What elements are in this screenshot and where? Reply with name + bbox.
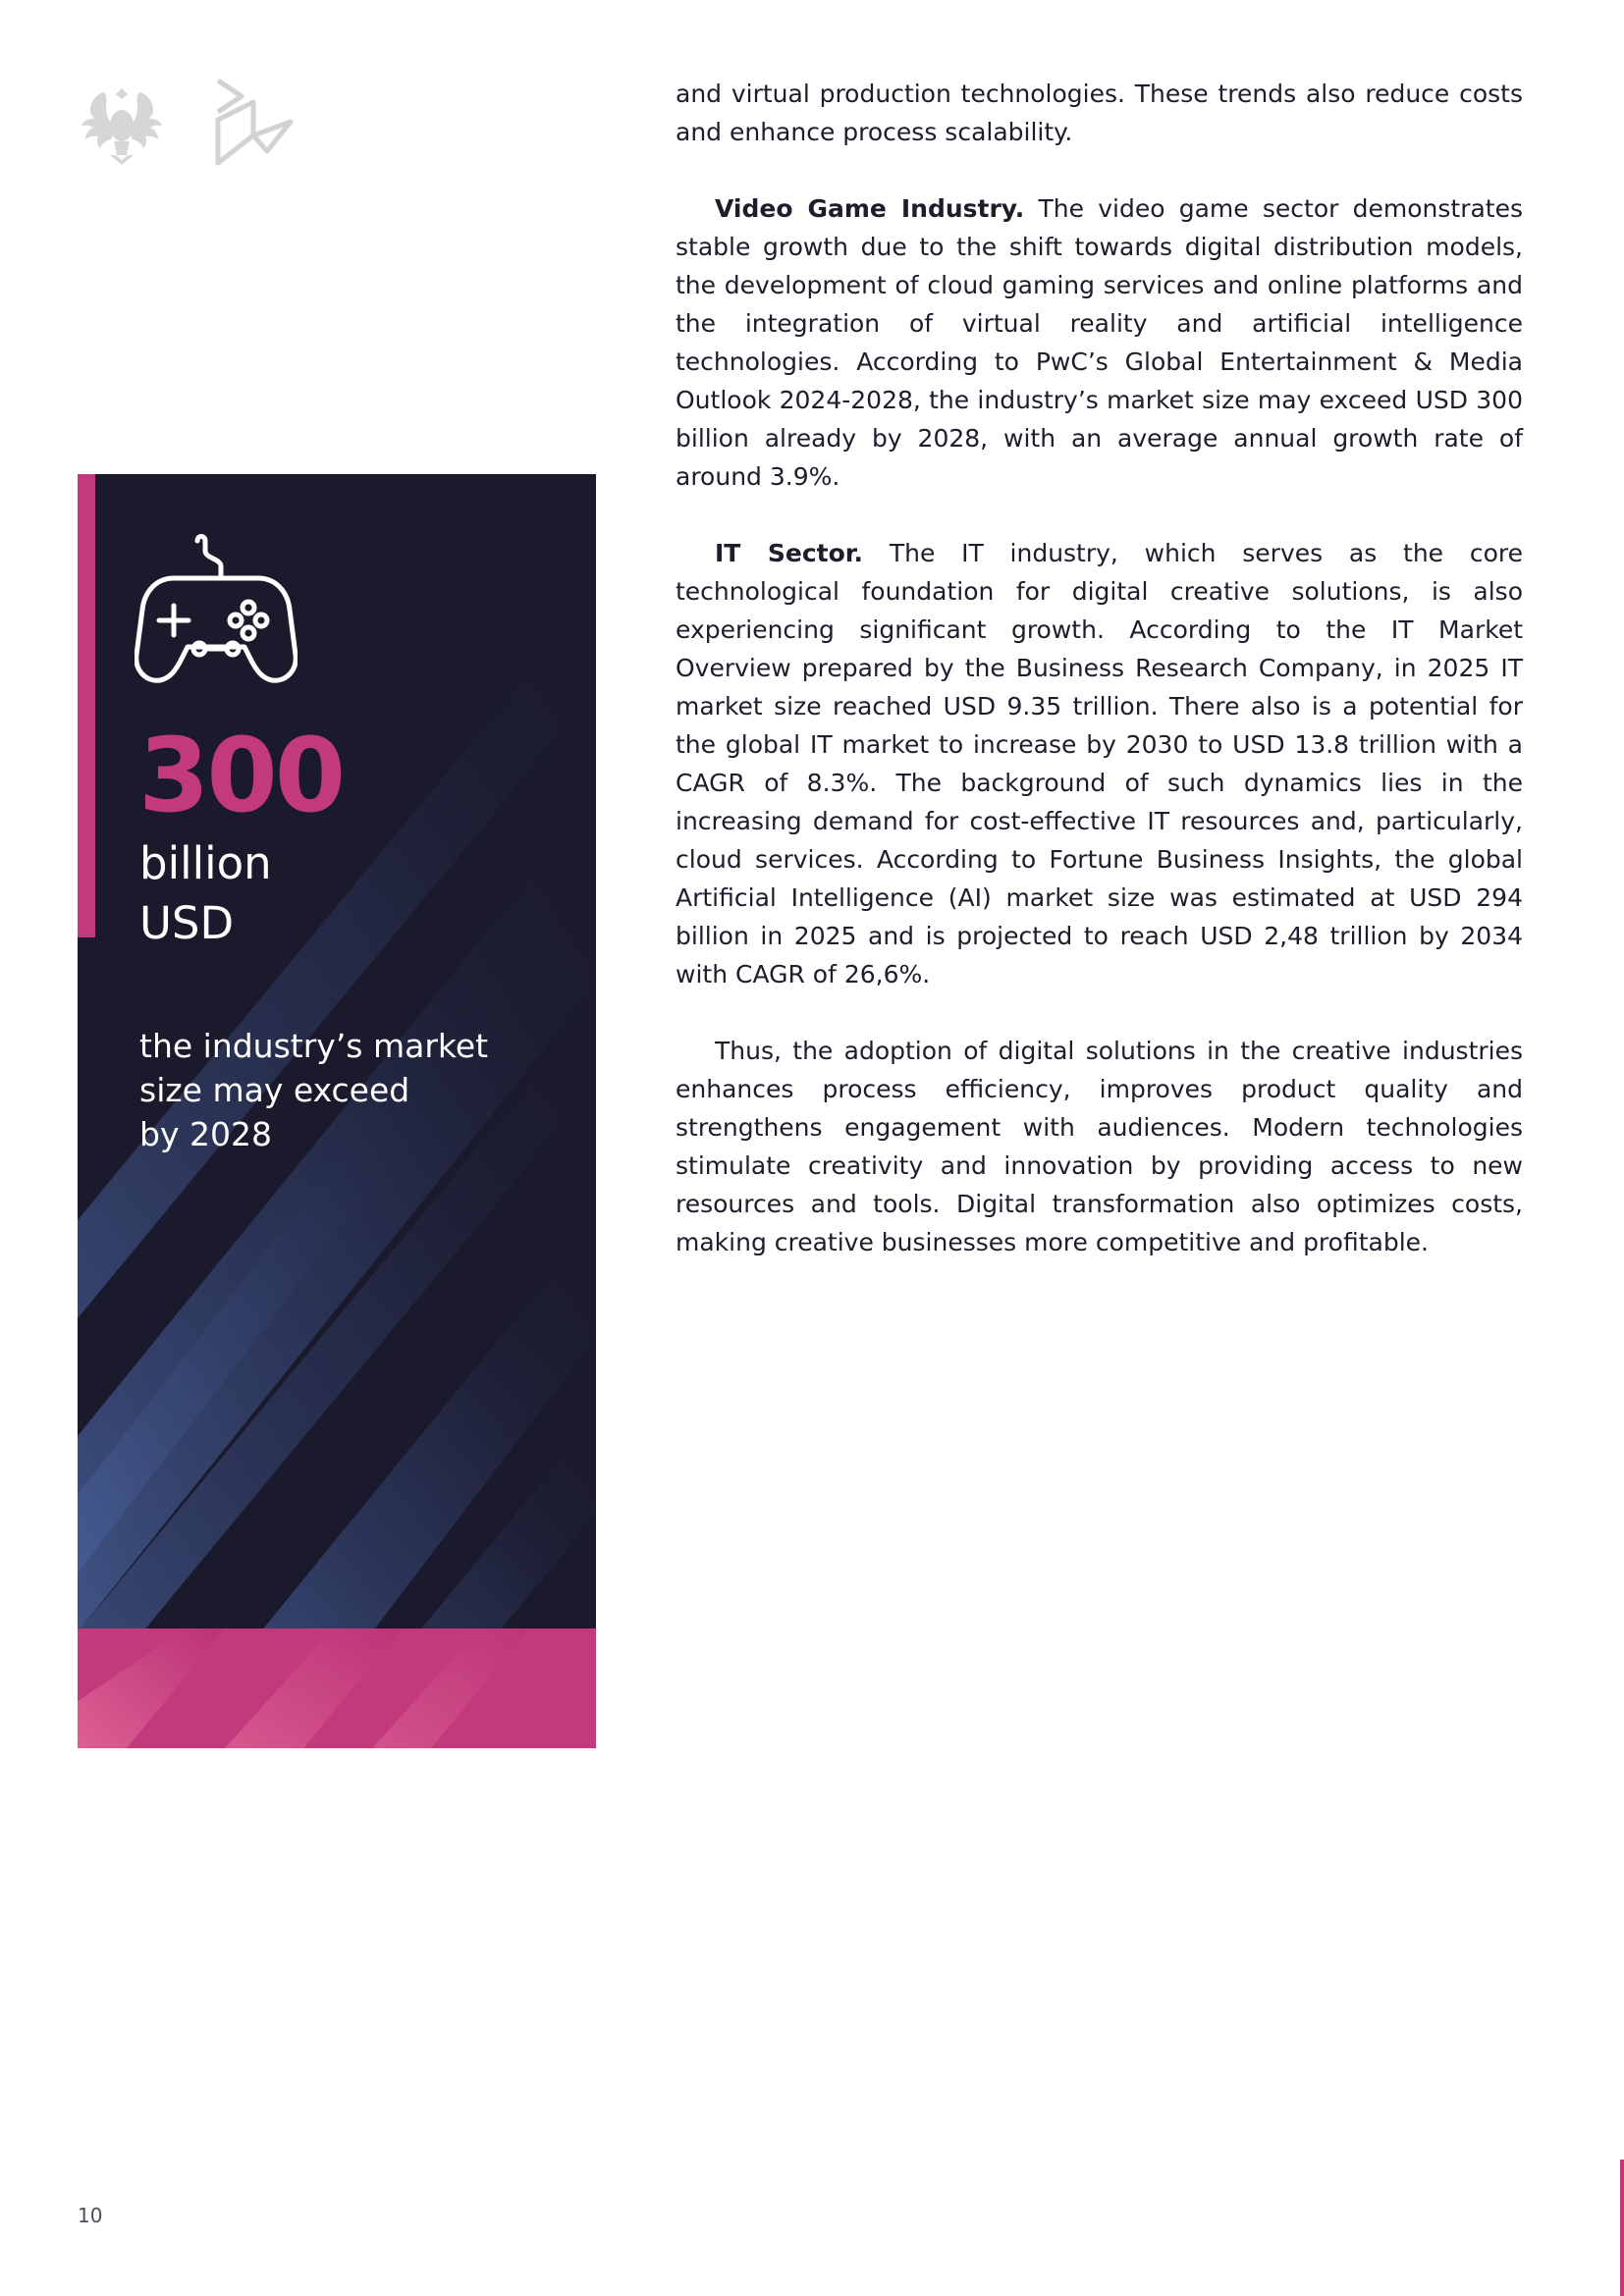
stat-caption-line: the industry’s market xyxy=(139,1027,489,1065)
stat-unit-line: USD xyxy=(139,897,235,949)
stat-caption xyxy=(139,1024,562,1156)
panel-accent-bar xyxy=(78,474,95,937)
paragraph-it-sector xyxy=(676,534,1523,993)
stat-unit xyxy=(139,833,434,953)
stat-caption-line: size may exceed xyxy=(139,1071,410,1109)
stat-number: 300 xyxy=(138,716,344,835)
emblem-logo xyxy=(75,79,169,167)
edge-accent xyxy=(1620,2160,1624,2296)
paragraph-text: The IT industry, which serves as the core technological foundation for digital creative solutions, is also experiencing significant growth. According to the IT Market Overview prepared by the Business Research Company, in 2025 IT market size reached USD 9.35 trillion. There also is a potential for the global IT market to increase by 2030 to USD 13.8 trillion with a CAGR of 8.3%. The background of such dynamics lies in the increasing demand for cost-effective IT resources and, particularly, cloud services. According to Fortune Business Insights, the global Artificial Intelligence (AI) market size was estimated at USD 294 billion in 2025 and is projected to reach USD 2,48 trillion by 2034 with CAGR of 26,6%. xyxy=(676,539,1523,988)
stat-caption-line: by 2028 xyxy=(139,1115,272,1153)
brand-mark-logo xyxy=(214,77,295,167)
paragraph-lead: IT Sector. xyxy=(715,539,864,567)
paragraph-conclusion xyxy=(676,1032,1523,1261)
paragraph xyxy=(676,75,1523,151)
paragraph-video-games xyxy=(676,189,1523,496)
main-text xyxy=(676,75,1523,1300)
paragraph-lead: Video Game Industry. xyxy=(715,194,1025,223)
paragraph-text: and virtual production technologies. These trends also reduce costs and enhance process scalability. xyxy=(676,80,1523,146)
page-number: 10 xyxy=(78,2204,103,2227)
paragraph-text: The video game sector demonstrates stable growth due to the shift towards digital distribution models, the development of cloud gaming services and online platforms and the integration of virtual reality and artificial intelligence technologies. According to PwC’s Global Entertainment & Media Outlook 2024-2028, the industry’s market size may exceed USD 300 billion already by 2028, with an average annual growth rate of around 3.9%. xyxy=(676,194,1524,491)
stat-panel xyxy=(78,474,596,1748)
gamepad-icon xyxy=(135,533,298,686)
stat-unit-line: billion xyxy=(139,837,272,889)
paragraph-text: Thus, the adoption of digital solutions in the creative industries enhances process efficiency, improves product quality and strengthens engagement with audiences. Modern technologies stimulate creativity and innovation by providing access to new resources and tools. Digital transformation also optimizes costs, making creative businesses more competitive and profitable. xyxy=(676,1037,1523,1256)
